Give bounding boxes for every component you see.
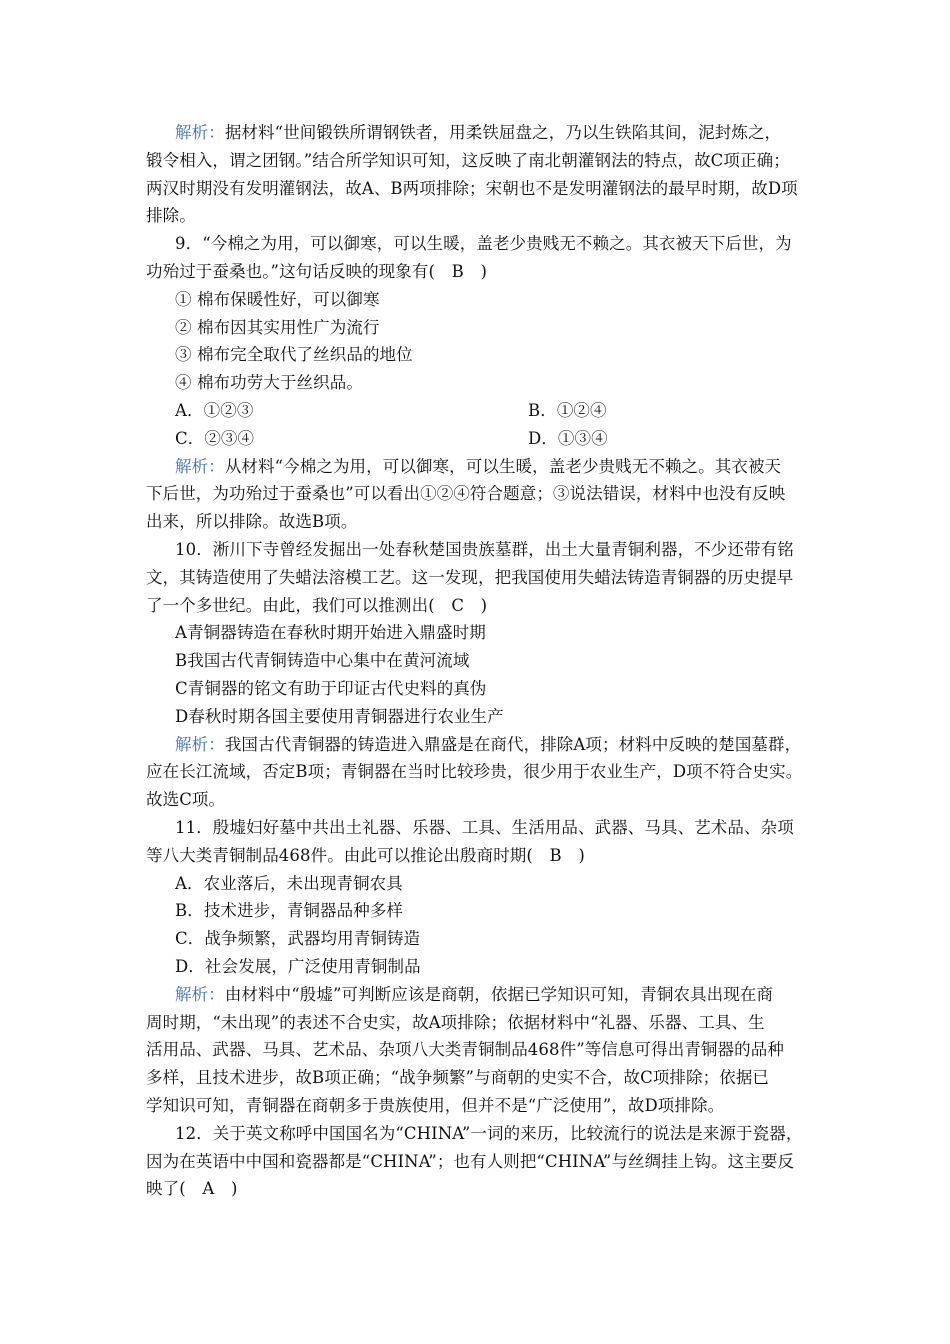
line-text: 锻令相入，谓之团钢。”结合所学知识可知，这反映了南北朝灌钢法的特点，故C项正确； xyxy=(146,151,790,170)
text-line xyxy=(175,1120,855,1148)
line-text: ② 棉布因其实用性广为流行 xyxy=(175,318,380,337)
line-text: 了一个多世纪。由此，我们可以推测出( C ) xyxy=(146,596,488,615)
text-line xyxy=(146,258,826,286)
text-line xyxy=(146,1009,826,1037)
line-text: ① 棉布保暖性好，可以御寒 xyxy=(175,290,380,309)
line-text: 从材料“今棉之为用，可以御寒，可以生暖，盖老少贵贱无不赖之。其衣被天 xyxy=(224,457,782,476)
text-line xyxy=(146,1148,826,1176)
text-line xyxy=(146,508,826,536)
text-line xyxy=(175,731,855,759)
line-text: 映了( A ) xyxy=(146,1179,238,1198)
line-text: 多样，且技术进步，故B项正确；“战争频繁”与商朝的史实不合，故C项排除；依据已 xyxy=(146,1068,770,1087)
text-line xyxy=(146,842,826,870)
line-text: 下后世，为功殆过于蚕桑也”可以看出①②④符合题意；③说法错误，材料中也没有反映 xyxy=(146,484,786,503)
text-line xyxy=(175,286,855,314)
analysis-label: 解析： xyxy=(175,457,225,476)
text-line xyxy=(175,453,855,481)
line-text: C青铜器的铭文有助于印证古代史料的真伪 xyxy=(175,679,487,698)
line-text: A．①②③ xyxy=(175,401,254,420)
option-right: D．①③④ xyxy=(528,429,608,448)
text-line xyxy=(146,175,826,203)
line-text: D．社会发展，广泛使用青铜制品 xyxy=(175,957,421,976)
line-text: 周时期，“未出现”的表述不合史实，故A项排除；依据材料中“礼器、乐器、工具、生 xyxy=(146,1013,765,1032)
text-line xyxy=(175,953,855,981)
line-text: 10．淅川下寺曾经发掘出一处春秋楚国贵族墓群，出土大量青铜利器，不少还带有铭 xyxy=(175,540,794,559)
line-text: 学知识可知，青铜器在商朝多于贵族使用，但并不是“广泛使用”，故D项排除。 xyxy=(146,1096,725,1115)
line-text: 等八大类青铜制品468件。由此可以推论出殷商时期( B ) xyxy=(146,846,585,865)
analysis-label: 解析： xyxy=(175,985,225,1004)
line-text: ③ 棉布完全取代了丝织品的地位 xyxy=(175,345,413,364)
line-text: A．农业落后，未出现青铜农具 xyxy=(175,874,403,893)
text-line xyxy=(146,147,826,175)
text-line xyxy=(175,314,855,342)
line-text: 因为在英语中中国和瓷器都是“CHINA”；也有人则把“CHINA”与丝绸挂上钩。这主要反 xyxy=(146,1152,795,1171)
text-line xyxy=(175,897,855,925)
line-text: 两汉时期没有发明灌钢法，故A、B两项排除；宋朝也不是发明灌钢法的最早时期，故D项 xyxy=(146,179,798,198)
text-line xyxy=(146,480,826,508)
line-text: C．战争频繁，武器均用青铜铸造 xyxy=(175,929,421,948)
line-text: D春秋时期各国主要使用青铜器进行农业生产 xyxy=(175,707,504,726)
line-text: 我国古代青铜器的铸造进入鼎盛是在商代，排除A项；材料中反映的楚国墓群， xyxy=(224,735,802,754)
line-text: 功殆过于蚕桑也。”这句话反映的现象有( B ) xyxy=(146,262,487,281)
text-line xyxy=(146,1175,826,1203)
line-text: 11．殷墟妇好墓中共出土礼器、乐器、工具、生活用品、武器、马具、艺术品、杂项 xyxy=(175,818,794,837)
line-text: 排除。 xyxy=(146,206,196,225)
text-line xyxy=(175,870,855,898)
analysis-label: 解析： xyxy=(175,123,225,142)
line-text: B我国古代青铜铸造中心集中在黄河流域 xyxy=(175,651,470,670)
text-line xyxy=(175,981,855,1009)
text-line xyxy=(175,341,855,369)
text-line xyxy=(146,202,826,230)
text-line xyxy=(146,786,826,814)
line-text: 9．“今棉之为用，可以御寒，可以生暖，盖老少贵贱无不赖之。其衣被天下后世，为 xyxy=(175,234,792,253)
line-text: 出来，所以排除。故选B项。 xyxy=(146,512,358,531)
text-line xyxy=(146,592,826,620)
line-text: 据材料“世间锻铁所谓钢铁者，用柔铁屈盘之，乃以生铁陷其间，泥封炼之， xyxy=(224,123,782,142)
text-line xyxy=(175,814,855,842)
line-text: 故选C项。 xyxy=(146,790,226,809)
text-line xyxy=(175,230,855,258)
text-line xyxy=(175,675,855,703)
text-line xyxy=(175,619,855,647)
text-line xyxy=(175,703,855,731)
text-line xyxy=(146,1064,826,1092)
line-text: ④ 棉布功劳大于丝织品。 xyxy=(175,373,363,392)
text-line xyxy=(175,925,855,953)
text-line xyxy=(146,758,826,786)
text-line xyxy=(146,564,826,592)
text-line xyxy=(175,647,855,675)
line-text: 活用品、武器、马具、艺术品、杂项八大类青铜制品468件”等信息可得出青铜器的品种 xyxy=(146,1040,784,1059)
analysis-label: 解析： xyxy=(175,735,225,754)
text-line xyxy=(175,369,855,397)
text-line xyxy=(175,119,855,147)
line-text: B．技术进步，青铜器品种多样 xyxy=(175,901,404,920)
text-line xyxy=(146,1036,826,1064)
option-right: B．①②④ xyxy=(528,401,607,420)
line-text: 应在长江流域，否定B项；青铜器在当时比较珍贵，很少用于农业生产，D项不符合史实。 xyxy=(146,762,803,781)
line-text: C．②③④ xyxy=(175,429,255,448)
line-text: 由材料中“殷墟”可判断应该是商朝，依据已学知识可知，青铜农具出现在商 xyxy=(224,985,774,1004)
line-text: A青铜器铸造在春秋时期开始进入鼎盛时期 xyxy=(175,623,486,642)
text-line xyxy=(175,536,855,564)
text-line xyxy=(146,1092,826,1120)
line-text: 文，其铸造使用了失蜡法溶模工艺。这一发现，把我国使用失蜡法铸造青铜器的历史提早 xyxy=(146,568,794,587)
line-text: 12．关于英文称呼中国国名为“CHINA”一词的来历，比较流行的说法是来源于瓷器， xyxy=(175,1124,803,1143)
